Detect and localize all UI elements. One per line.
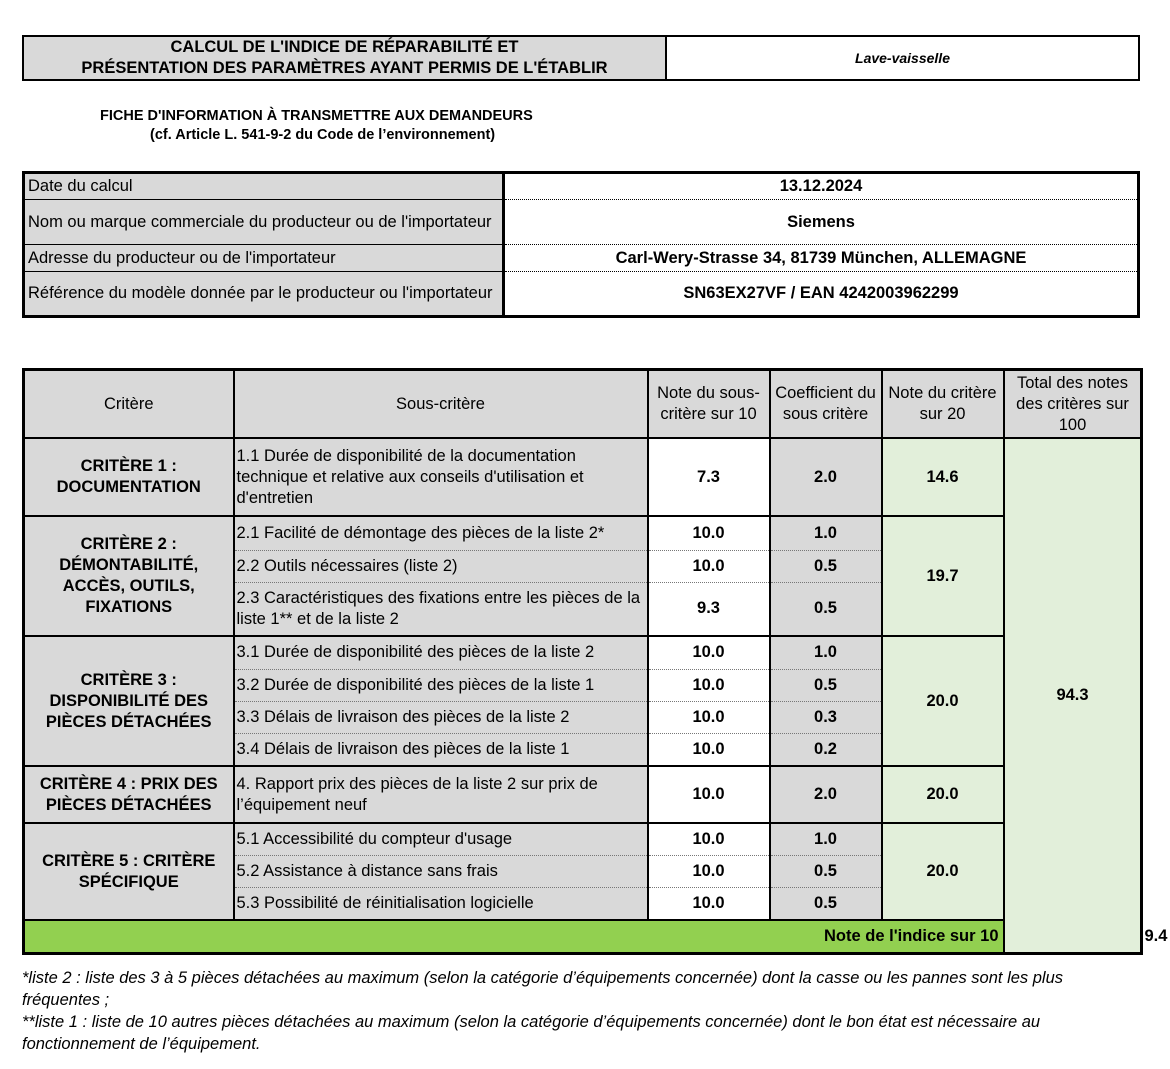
table-row bbox=[24, 636, 1142, 669]
col-header-coef: Coefficient du sous critère bbox=[770, 370, 882, 439]
title-line-1: CALCUL DE L'INDICE DE RÉPARABILITÉ ET bbox=[170, 38, 519, 56]
sub-criterion-label: 5.2 Assistance à distance sans frais bbox=[234, 855, 648, 887]
info-label: Adresse du producteur ou de l'importateur bbox=[24, 245, 504, 272]
info-value: SN63EX27VF / EAN 4242003962299 bbox=[504, 272, 1139, 317]
sub-criterion-label: 3.4 Délais de livraison des pièces de la liste 1 bbox=[234, 733, 648, 766]
info-row bbox=[24, 173, 1139, 200]
sub-criterion-label: 4. Rapport prix des pièces de la liste 2 sur prix de l’équipement neuf bbox=[234, 766, 648, 823]
col-header-note-sous: Note du sous-critère sur 10 bbox=[648, 370, 770, 439]
criterion-score: 20.0 bbox=[882, 636, 1004, 766]
sub-criterion-label: 2.3 Caractéristiques des fixations entre les pièces de la liste 1** et de la liste 2 bbox=[234, 582, 648, 636]
sub-criterion-coef: 0.3 bbox=[770, 701, 882, 733]
sub-criterion-note: 10.0 bbox=[648, 733, 770, 766]
sub-criterion-coef: 0.5 bbox=[770, 550, 882, 582]
sub-criterion-note: 10.0 bbox=[648, 887, 770, 920]
sub-criterion-label: 3.3 Délais de livraison des pièces de la liste 2 bbox=[234, 701, 648, 733]
sub-criterion-note: 10.0 bbox=[648, 516, 770, 550]
info-row bbox=[24, 245, 1139, 272]
table-row bbox=[24, 766, 1142, 823]
criterion-name: CRITÈRE 3 : DISPONIBILITÉ DES PIÈCES DÉTACHÉES bbox=[24, 636, 234, 766]
header-row bbox=[24, 370, 1142, 439]
document-title bbox=[22, 35, 667, 81]
criterion-score: 14.6 bbox=[882, 438, 1004, 516]
footnote-liste-2: *liste 2 : liste des 3 à 5 pièces détachées au maximum (selon la catégorie d’équipements concernée) dont la casse ou les pannes sont les plus fréquentes ; bbox=[22, 969, 1064, 1009]
criterion-score: 20.0 bbox=[882, 823, 1004, 920]
subtitle-line-1: FICHE D'INFORMATION À TRANSMETTRE AUX DEMANDEURS bbox=[100, 108, 533, 124]
final-score-row: Note de l'indice sur 10 9.4 bbox=[24, 920, 1142, 954]
footnotes bbox=[22, 967, 1142, 1055]
criterion-name: CRITÈRE 5 : CRITÈRE SPÉCIFIQUE bbox=[24, 823, 234, 920]
footnote-liste-1: **liste 1 : liste de 10 autres pièces détachées au maximum (selon la catégorie d’équipements concernée) dont le bon état est nécessaire au fonctionnement de l’équipement. bbox=[22, 1013, 1041, 1053]
info-label: Date du calcul bbox=[24, 173, 504, 200]
sub-criterion-coef: 0.5 bbox=[770, 669, 882, 701]
sub-criterion-note: 10.0 bbox=[648, 701, 770, 733]
sub-criterion-note: 10.0 bbox=[648, 855, 770, 887]
sub-criterion-label: 2.1 Facilité de démontage des pièces de la liste 2* bbox=[234, 516, 648, 550]
sub-criterion-label: 3.2 Durée de disponibilité des pièces de la liste 1 bbox=[234, 669, 648, 701]
sub-criterion-note: 10.0 bbox=[648, 823, 770, 855]
sub-criterion-coef: 1.0 bbox=[770, 636, 882, 669]
sub-criterion-note: 10.0 bbox=[648, 766, 770, 823]
info-label: Référence du modèle donnée par le producteur ou l'importateur bbox=[24, 272, 504, 317]
criterion-name: CRITÈRE 4 : PRIX DES PIÈCES DÉTACHÉES bbox=[24, 766, 234, 823]
sub-criterion-coef: 0.5 bbox=[770, 582, 882, 636]
table-row bbox=[24, 438, 1142, 516]
sub-criterion-coef: 1.0 bbox=[770, 823, 882, 855]
col-header-note-critere: Note du critère sur 20 bbox=[882, 370, 1004, 439]
sub-criterion-label: 2.2 Outils nécessaires (liste 2) bbox=[234, 550, 648, 582]
sub-criterion-label: 1.1 Durée de disponibilité de la documentation technique et relative aux conseils d'utilisation et d'entretien bbox=[234, 438, 648, 516]
product-category: Lave-vaisselle bbox=[667, 35, 1140, 81]
col-header-sous-critere: Sous-critère bbox=[234, 370, 648, 439]
criterion-name: CRITÈRE 2 : DÉMONTABILITÉ, ACCÈS, OUTILS, FIXATIONS bbox=[24, 516, 234, 636]
title-line-2: PRÉSENTATION DES PARAMÈTRES AYANT PERMIS DE L'ÉTABLIR bbox=[81, 59, 608, 77]
col-header-total: Total des notes des critères sur 100 bbox=[1004, 370, 1142, 439]
total-score: 94.3 bbox=[1004, 438, 1142, 954]
info-label: Nom ou marque commerciale du producteur ou de l'importateur bbox=[24, 200, 504, 245]
info-value: 13.12.2024 bbox=[504, 173, 1139, 200]
final-score-label: Note de l'indice sur 10 bbox=[24, 920, 1004, 954]
sub-criterion-note: 10.0 bbox=[648, 550, 770, 582]
sub-criterion-label: 3.1 Durée de disponibilité des pièces de la liste 2 bbox=[234, 636, 648, 669]
sub-criterion-note: 7.3 bbox=[648, 438, 770, 516]
sub-criterion-label: 5.1 Accessibilité du compteur d'usage bbox=[234, 823, 648, 855]
sub-criterion-coef: 2.0 bbox=[770, 766, 882, 823]
sub-criterion-coef: 2.0 bbox=[770, 438, 882, 516]
info-table bbox=[22, 171, 1140, 318]
col-header-critere: Critère bbox=[24, 370, 234, 439]
score-table bbox=[22, 368, 1168, 955]
subtitle-line-2: (cf. Article L. 541-9-2 du Code de l’environnement) bbox=[150, 127, 496, 143]
subtitle bbox=[100, 107, 660, 145]
sub-criterion-note: 10.0 bbox=[648, 669, 770, 701]
sub-criterion-note: 10.0 bbox=[648, 636, 770, 669]
sub-criterion-note: 9.3 bbox=[648, 582, 770, 636]
table-row bbox=[24, 823, 1142, 855]
criterion-score: 20.0 bbox=[882, 766, 1004, 823]
sub-criterion-coef: 1.0 bbox=[770, 516, 882, 550]
sub-criterion-coef: 0.5 bbox=[770, 855, 882, 887]
sub-criterion-coef: 0.5 bbox=[770, 887, 882, 920]
sub-criterion-label: 5.3 Possibilité de réinitialisation logicielle bbox=[234, 887, 648, 920]
info-value: Siemens bbox=[504, 200, 1139, 245]
info-row bbox=[24, 272, 1139, 317]
table-row bbox=[24, 516, 1142, 550]
criterion-score: 19.7 bbox=[882, 516, 1004, 636]
info-row bbox=[24, 200, 1139, 245]
criterion-name: CRITÈRE 1 : DOCUMENTATION bbox=[24, 438, 234, 516]
sub-criterion-coef: 0.2 bbox=[770, 733, 882, 766]
info-value: Carl-Wery-Strasse 34, 81739 München, ALLEMAGNE bbox=[504, 245, 1139, 272]
